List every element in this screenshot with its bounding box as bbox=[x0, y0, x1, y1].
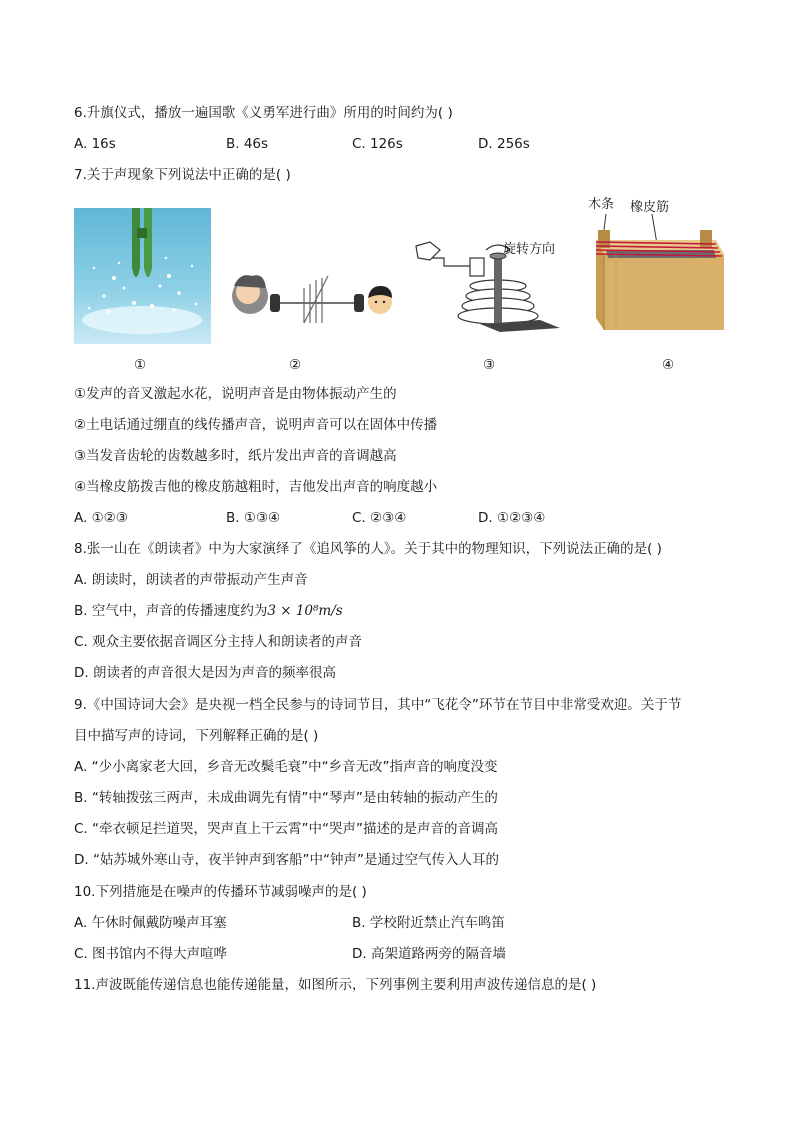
wood-strip-label: 木条 bbox=[588, 197, 615, 212]
q6-option-d: D. 256s bbox=[478, 136, 530, 152]
q11-stem: 11.声波既能传递信息也能传递能量，如图所示，下列事例主要利用声波传递信息的是( ) bbox=[74, 977, 597, 993]
q7-option-c: C. ②③④ bbox=[352, 510, 407, 526]
figure-caption-3: ③ bbox=[482, 357, 496, 373]
rubber-band-label: 橡皮筋 bbox=[630, 200, 670, 215]
figure-caption-1: ① bbox=[133, 357, 147, 373]
q8-option-a: A. 朗读时，朗读者的声带振动产生声音 bbox=[74, 572, 308, 588]
rotation-direction-label: 旋转方向 bbox=[503, 242, 556, 257]
q9-stem-line-1: 9.《中国诗词大会》是央视一档全民参与的诗词节目，其中“飞花令”环节在节目中非常受欢迎。关于节 bbox=[74, 697, 682, 713]
q7-statement-3: ③当发音齿轮的齿数越多时，纸片发出声音的音调越高 bbox=[74, 448, 397, 464]
q10-option-b: B. 学校附近禁止汽车鸣笛 bbox=[352, 915, 505, 931]
tuning-fork-water-figure bbox=[74, 208, 211, 344]
q7-option-d: D. ①②③④ bbox=[478, 510, 546, 526]
q9-option-a: A. “少小离家老大回，乡音无改鬓毛衰”中“乡音无改”指声音的响度没变 bbox=[74, 759, 498, 775]
q10-stem: 10.下列措施是在噪声的传播环节减弱噪声的是( ) bbox=[74, 884, 367, 900]
q9-option-d: D. “姑苏城外寒山寺，夜半钟声到客船”中“钟声”是通过空气传入人耳的 bbox=[74, 852, 499, 868]
q10-option-c: C. 图书馆内不得大声喧哗 bbox=[74, 946, 228, 962]
string-telephone-figure bbox=[228, 268, 398, 328]
q10-option-d: D. 高架道路两旁的隔音墙 bbox=[352, 946, 506, 962]
q10-option-a: A. 午休时佩戴防噪声耳塞 bbox=[74, 915, 227, 931]
q6-option-a: A. 16s bbox=[74, 136, 116, 152]
q8-option-b-text: B. 空气中，声音的传播速度约为 bbox=[74, 603, 268, 619]
q7-option-a: A. ①②③ bbox=[74, 510, 128, 526]
q6-option-b: B. 46s bbox=[226, 136, 269, 152]
q9-option-c: C. “牵衣顿足拦道哭，哭声直上干云霄”中“哭声”描述的是声音的音调高 bbox=[74, 821, 498, 837]
q8-option-c: C. 观众主要依据音调区分主持人和朗读者的声音 bbox=[74, 634, 363, 650]
q8-option-b-formula: 3 × 10⁸m/s bbox=[267, 603, 343, 619]
figure-caption-2: ② bbox=[288, 357, 302, 373]
q7-statement-1: ①发声的音叉激起水花，说明声音是由物体振动产生的 bbox=[74, 386, 397, 402]
q6-option-c: C. 126s bbox=[352, 136, 403, 152]
q8-option-b bbox=[74, 602, 343, 620]
q7-stem: 7.关于声现象下列说法中正确的是( ) bbox=[74, 167, 291, 183]
rubber-band-box-figure bbox=[586, 214, 726, 332]
q9-stem-line-2: 目中描写声的诗词，下列解释正确的是( ) bbox=[74, 728, 319, 744]
figure-caption-4: ④ bbox=[661, 357, 675, 373]
q7-statement-2: ②土电话通过绷直的线传播声音，说明声音可以在固体中传播 bbox=[74, 417, 438, 433]
q8-stem: 8.张一山在《朗读者》中为大家演绎了《追风筝的人》。关于其中的物理知识，下列说法正确的是( ) bbox=[74, 541, 662, 557]
q7-option-b: B. ①③④ bbox=[226, 510, 281, 526]
q8-option-d: D. 朗读者的声音很大是因为声音的频率很高 bbox=[74, 665, 336, 681]
q7-statement-4: ④当橡皮筋拨吉他的橡皮筋越粗时，吉他发出声音的响度越小 bbox=[74, 479, 438, 495]
q9-option-b: B. “转轴拨弦三两声，未成曲调先有情”中“琴声”是由转轴的振动产生的 bbox=[74, 790, 498, 806]
q6-stem: 6.升旗仪式，播放一遍国歌《义勇军进行曲》所用的时间约为( ) bbox=[74, 105, 453, 121]
